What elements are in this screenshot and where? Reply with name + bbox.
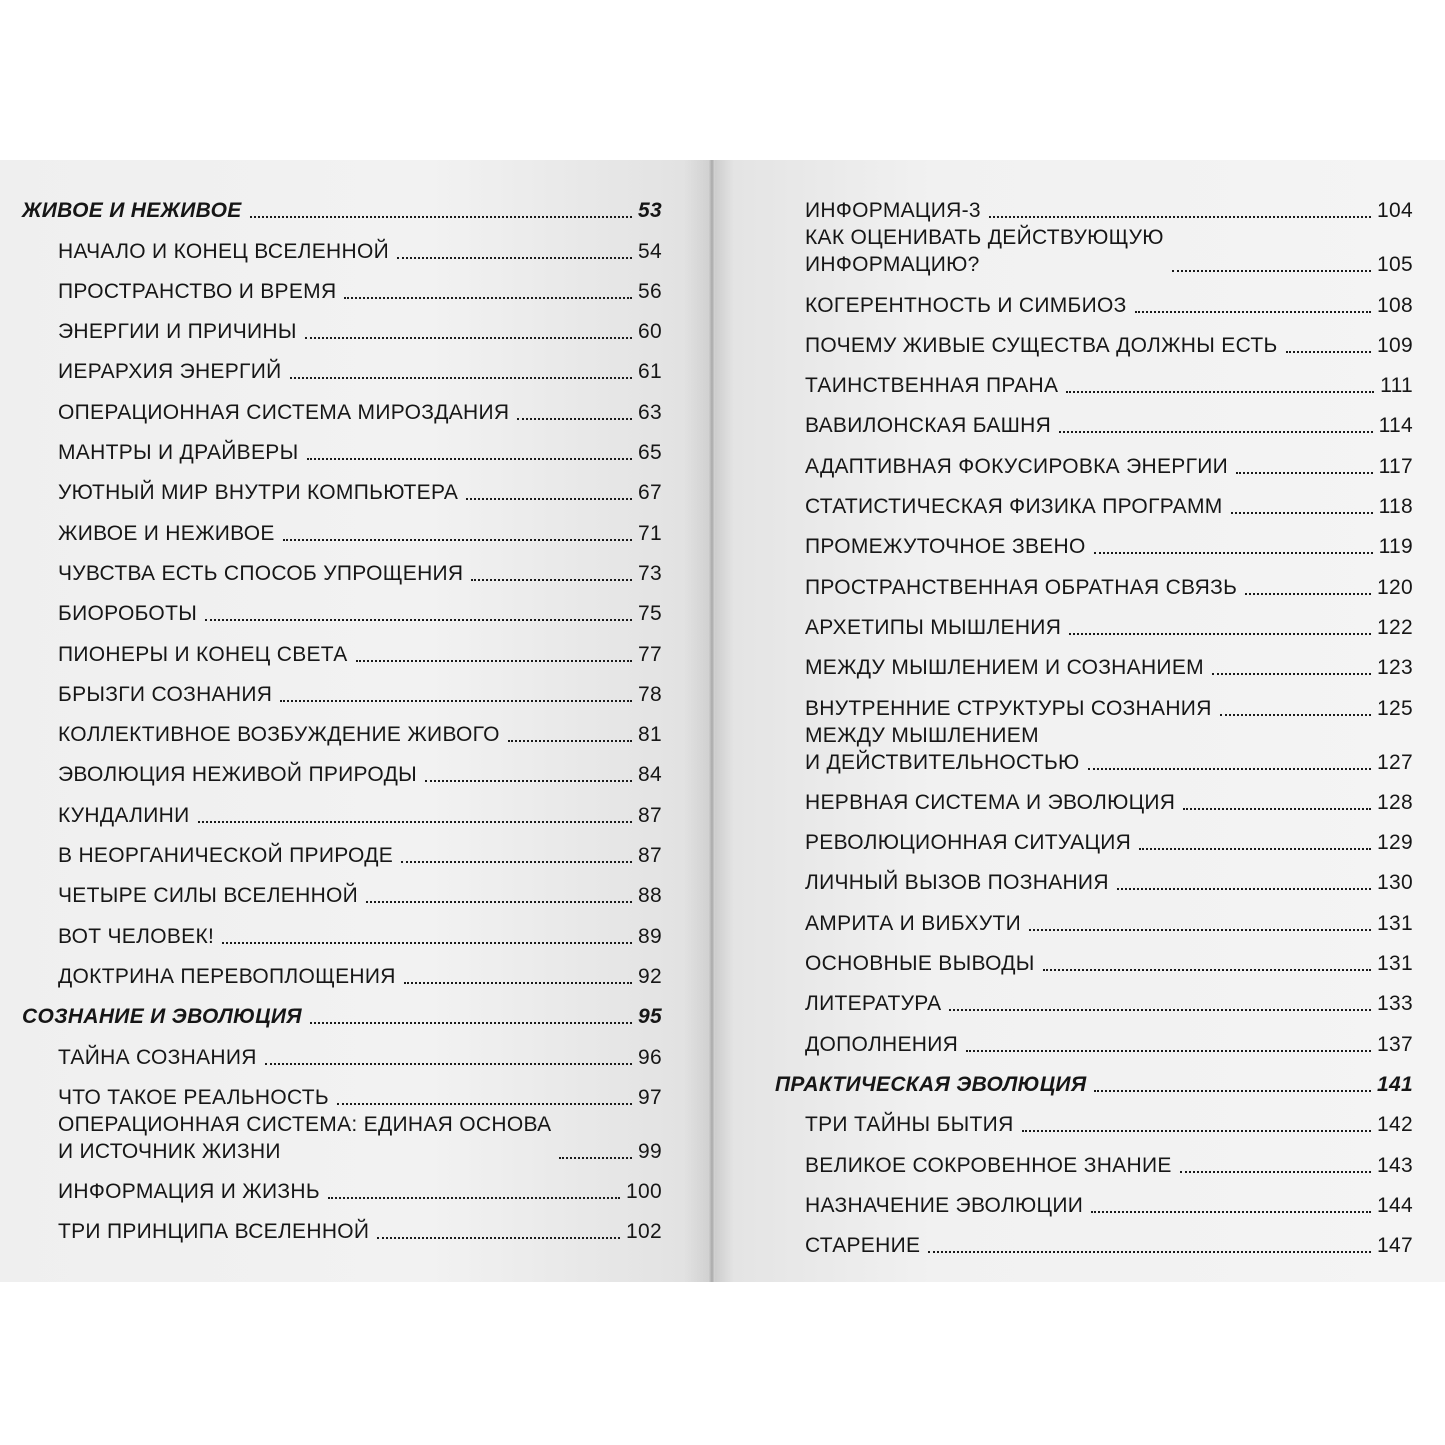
toc-page-number: 127 [1377,750,1413,774]
toc-page-number: 87 [638,803,662,827]
toc-section-heading [22,184,662,224]
toc-entry [22,466,662,506]
toc-entry [775,896,1413,936]
dot-leader [290,377,633,379]
toc-page-number: 88 [638,884,662,908]
toc-entry-title: СТАТИСТИЧЕСКАЯ ФИЗИКА ПРОГРАММ [805,495,1223,519]
dot-leader [949,1009,1371,1011]
toc-page-number: 99 [638,1139,662,1163]
toc-entry [22,506,662,546]
toc-entry [775,319,1413,359]
toc-entry [775,184,1413,224]
toc-page-number: 81 [638,723,662,747]
dot-leader [1091,1211,1371,1213]
toc-page-number: 131 [1377,911,1413,935]
dot-leader [989,216,1371,218]
toc-entry [22,426,662,466]
toc-page-number: 71 [638,521,662,545]
dot-leader [425,780,632,782]
dot-leader [471,579,632,581]
toc-page-number: 114 [1378,414,1413,438]
toc-entry-title: ОПЕРАЦИОННАЯ СИСТЕМА МИРОЗДАНИЯ [58,400,510,424]
dot-leader [198,821,633,823]
dot-leader [250,216,632,218]
dot-leader [1180,1171,1371,1173]
toc-entry [22,909,662,949]
toc-entry-title: ЧТО ТАКОЕ РЕАЛЬНОСТЬ [58,1085,329,1109]
toc-entry-title: ОСНОВНЫЕ ВЫВОДЫ [805,952,1035,976]
dot-leader [1088,768,1372,770]
toc-entry [775,601,1413,641]
toc-entry-title: ПИОНЕРЫ И КОНЕЦ СВЕТА [58,642,348,666]
dot-leader [1172,270,1371,272]
dot-leader [404,982,632,984]
toc-entry [775,278,1413,318]
dot-leader [328,1197,620,1199]
toc-page-number: 111 [1380,374,1413,398]
toc-page-number: 73 [638,561,662,585]
toc-entry-title: ПРАКТИЧЕСКАЯ ЭВОЛЮЦИЯ [775,1072,1087,1096]
dot-leader [466,498,632,500]
toc-page-number: 119 [1378,535,1413,559]
toc-page-number: 117 [1378,454,1413,478]
toc-entry [775,1017,1413,1057]
toc-page-number: 137 [1377,1032,1413,1056]
toc-page-number: 78 [638,682,662,706]
toc-entry [775,1138,1413,1178]
toc-entry [22,305,662,345]
toc-entry-title: ВОТ ЧЕЛОВЕК! [58,924,215,948]
toc-entry [775,1219,1413,1259]
toc-page-number: 104 [1377,199,1413,223]
toc-entry [775,480,1413,520]
toc-page-number: 122 [1377,615,1413,639]
dot-leader [559,1157,632,1159]
toc-entry-title: МЕЖДУ МЫШЛЕНИЕМ И ДЕЙСТВИТЕЛЬНОСТЬЮ [805,723,1080,774]
toc-page-number: 147 [1377,1234,1413,1258]
toc-page-number: 128 [1377,790,1413,814]
toc-page-number: 109 [1377,333,1413,357]
toc-entry [22,587,662,627]
toc-page-number: 125 [1377,696,1413,720]
dot-leader [1245,593,1371,595]
dot-leader [397,257,632,259]
dot-leader [1139,848,1371,850]
toc-entry-title: БИОРОБОТЫ [58,602,198,626]
dot-leader [1066,391,1374,393]
dot-leader [366,901,632,903]
toc-page-number: 141 [1377,1072,1413,1096]
toc-entry [22,1030,662,1070]
toc-entry [775,856,1413,896]
dot-leader [222,942,632,944]
toc-entry-title: ЖИВОЕ И НЕЖИВОЕ [58,521,275,545]
toc-entry [22,829,662,869]
toc-entry-title: ИНФОРМАЦИЯ-3 [805,199,981,223]
toc-entry [22,748,662,788]
toc-entry [22,1205,662,1245]
toc-page-number: 53 [638,199,662,223]
dot-leader [1022,1130,1372,1132]
toc-entry-title: МЕЖДУ МЫШЛЕНИЕМ И СОЗНАНИЕМ [805,656,1204,680]
toc-entry-title: ПРОМЕЖУТОЧНОЕ ЗВЕНО [805,535,1086,559]
toc-entry [22,708,662,748]
toc-entry-title: АМРИТА И ВИБХУТИ [805,911,1021,935]
toc-page-number: 108 [1377,293,1413,317]
toc-page-number: 87 [638,844,662,868]
toc-entry [775,560,1413,600]
toc-entry [22,668,662,708]
toc-section-heading [775,1058,1413,1098]
toc-entry [775,1098,1413,1138]
toc-entry [775,399,1413,439]
dot-leader [280,700,632,702]
toc-page-number: 131 [1377,952,1413,976]
toc-entry-title: ИНФОРМАЦИЯ И ЖИЗНЬ [58,1180,320,1204]
toc-page-number: 65 [638,441,662,465]
toc-page-number: 84 [638,763,662,787]
dot-leader [337,1103,632,1105]
toc-page-number: 95 [638,1005,662,1029]
toc-entry [775,1179,1413,1219]
toc-page-number: 60 [638,320,662,344]
dot-leader [356,660,632,662]
toc-page-number: 130 [1377,871,1413,895]
toc-entry-title: ВНУТРЕННИЕ СТРУКТУРЫ СОЗНАНИЯ [805,696,1212,720]
toc-entry-title: ПОЧЕМУ ЖИВЫЕ СУЩЕСТВА ДОЛЖНЫ ЕСТЬ [805,333,1278,357]
toc-entry [22,788,662,828]
toc-entry-title: ТАИНСТВЕННАЯ ПРАНА [805,374,1059,398]
dot-leader [310,1022,632,1024]
toc-entry-title: КОГЕРЕНТНОСТЬ И СИМБИОЗ [805,293,1127,317]
toc-page-number: 105 [1377,253,1413,277]
toc-entry [775,937,1413,977]
dot-leader [1220,714,1371,716]
toc-entry [775,520,1413,560]
toc-page-number: 56 [638,279,662,303]
toc-entry-title: ЭВОЛЮЦИЯ НЕЖИВОЙ ПРИРОДЫ [58,763,417,787]
dot-leader [928,1251,1371,1253]
toc-entry-title: ВЕЛИКОЕ СОКРОВЕННОЕ ЗНАНИЕ [805,1153,1172,1177]
toc-entry-title: КОЛЛЕКТИВНОЕ ВОЗБУЖДЕНИЕ ЖИВОГО [58,723,500,747]
toc-page-number: 118 [1378,495,1413,519]
dot-leader [1094,1090,1371,1092]
toc-entry-title: НАЗНАЧЕНИЕ ЭВОЛЮЦИИ [805,1193,1084,1217]
toc-page-number: 63 [638,400,662,424]
toc-entry-title: ЖИВОЕ И НЕЖИВОЕ [22,199,242,223]
toc-page-number: 143 [1377,1153,1413,1177]
dot-leader [1029,929,1371,931]
dot-leader [517,418,632,420]
toc-entry [775,224,1413,278]
toc-entry-title: ТРИ ТАЙНЫ БЫТИЯ [805,1113,1014,1137]
dot-leader [1212,673,1371,675]
toc-entry-title: ДОКТРИНА ПЕРЕВОПЛОЩЕНИЯ [58,964,396,988]
toc-page-number: 75 [638,602,662,626]
toc-entry [775,816,1413,856]
toc-entry-title: ЛИЧНЫЙ ВЫЗОВ ПОЗНАНИЯ [805,871,1109,895]
dot-leader [1231,512,1373,514]
toc-entry-title: АДАПТИВНАЯ ФОКУСИРОВКА ЭНЕРГИИ [805,454,1229,478]
toc-entry-title: КУНДАЛИНИ [58,803,190,827]
toc-entry [775,681,1413,721]
toc-entry [22,224,662,264]
dot-leader [205,619,632,621]
toc-entry-title: ДОПОЛНЕНИЯ [805,1032,959,1056]
dot-leader [1135,311,1371,313]
toc-entry [22,1165,662,1205]
toc-page-number: 129 [1377,831,1413,855]
dot-leader [265,1063,632,1065]
toc-entry-title: УЮТНЫЙ МИР ВНУТРИ КОМПЬЮТЕРА [58,481,459,505]
toc-entry-title: В НЕОРГАНИЧЕСКОЙ ПРИРОДЕ [58,844,394,868]
toc-page-number: 102 [626,1220,662,1244]
dot-leader [1117,888,1371,890]
toc-entry [22,1071,662,1111]
dot-leader [283,539,632,541]
dot-leader [1236,472,1373,474]
toc-page-number: 142 [1377,1113,1413,1137]
toc-page-number: 54 [638,239,662,263]
toc-entry-title: ТАЙНА СОЗНАНИЯ [58,1045,257,1069]
toc-entry-title: БРЫЗГИ СОЗНАНИЯ [58,682,273,706]
toc-entry [22,385,662,425]
toc-entry-title: ВАВИЛОНСКАЯ БАШНЯ [805,414,1052,438]
toc-entry-title: СОЗНАНИЕ И ЭВОЛЮЦИЯ [22,1005,302,1029]
toc-page-number: 120 [1377,575,1413,599]
toc-entry-title: СТАРЕНИЕ [805,1234,921,1258]
dot-leader [401,861,632,863]
toc-entry [22,345,662,385]
dot-leader [966,1050,1371,1052]
toc-entry [22,265,662,305]
toc-page-number: 123 [1377,656,1413,680]
toc-page-number: 144 [1377,1193,1413,1217]
toc-entry [22,547,662,587]
toc-page-number: 89 [638,924,662,948]
dot-leader [1094,552,1373,554]
dot-leader [1069,633,1371,635]
toc-page-number: 97 [638,1085,662,1109]
toc-entry [22,950,662,990]
dot-leader [508,740,632,742]
toc-entry-title: АРХЕТИПЫ МЫШЛЕНИЯ [805,615,1062,639]
toc-page-number: 77 [638,642,662,666]
toc-entry-title: ПРОСТРАНСТВЕННАЯ ОБРАТНАЯ СВЯЗЬ [805,575,1238,599]
toc-entry [22,1111,662,1165]
right-table-of-contents [775,184,1413,1259]
toc-entry [22,869,662,909]
toc-entry-title: ЧУВСТВА ЕСТЬ СПОСОБ УПРОЩЕНИЯ [58,561,464,585]
toc-page-number: 67 [638,481,662,505]
toc-entry [775,722,1413,776]
toc-page-number: 133 [1377,992,1413,1016]
toc-entry-title: РЕВОЛЮЦИОННАЯ СИТУАЦИЯ [805,831,1132,855]
toc-entry-title: ТРИ ПРИНЦИПА ВСЕЛЕННОЙ [58,1220,370,1244]
dot-leader [1059,431,1373,433]
toc-page-number: 96 [638,1045,662,1069]
toc-entry-title: НЕРВНАЯ СИСТЕМА И ЭВОЛЮЦИЯ [805,790,1176,814]
dot-leader [377,1237,620,1239]
toc-entry-title: ОПЕРАЦИОННАЯ СИСТЕМА: ЕДИНАЯ ОСНОВА И ИСТОЧНИК ЖИЗНИ [58,1112,552,1163]
book-spread [0,160,1445,1282]
book-spine [709,160,715,1282]
toc-entry [775,776,1413,816]
toc-page-number: 61 [638,360,662,384]
toc-entry [775,977,1413,1017]
dot-leader [1286,351,1371,353]
dot-leader [307,458,633,460]
toc-page-number: 92 [638,964,662,988]
dot-leader [1183,808,1371,810]
toc-page-number: 100 [626,1180,662,1204]
toc-entry [775,439,1413,479]
toc-section-heading [22,990,662,1030]
toc-entry-title: ЭНЕРГИИ И ПРИЧИНЫ [58,320,297,344]
toc-entry [775,641,1413,681]
toc-entry-title: КАК ОЦЕНИВАТЬ ДЕЙСТВУЮЩУЮ ИНФОРМАЦИЮ? [805,226,1164,277]
toc-entry-title: НАЧАЛО И КОНЕЦ ВСЕЛЕННОЙ [58,239,389,263]
dot-leader [305,337,632,339]
dot-leader [1043,969,1371,971]
dot-leader [344,297,632,299]
toc-entry [775,359,1413,399]
toc-entry-title: ИЕРАРХИЯ ЭНЕРГИЙ [58,360,282,384]
left-table-of-contents [22,184,662,1245]
toc-entry-title: МАНТРЫ И ДРАЙВЕРЫ [58,441,299,465]
toc-entry-title: ПРОСТРАНСТВО И ВРЕМЯ [58,279,337,303]
toc-entry-title: ЧЕТЫРЕ СИЛЫ ВСЕЛЕННОЙ [58,884,359,908]
toc-entry-title: ЛИТЕРАТУРА [805,992,942,1016]
toc-entry [22,627,662,667]
